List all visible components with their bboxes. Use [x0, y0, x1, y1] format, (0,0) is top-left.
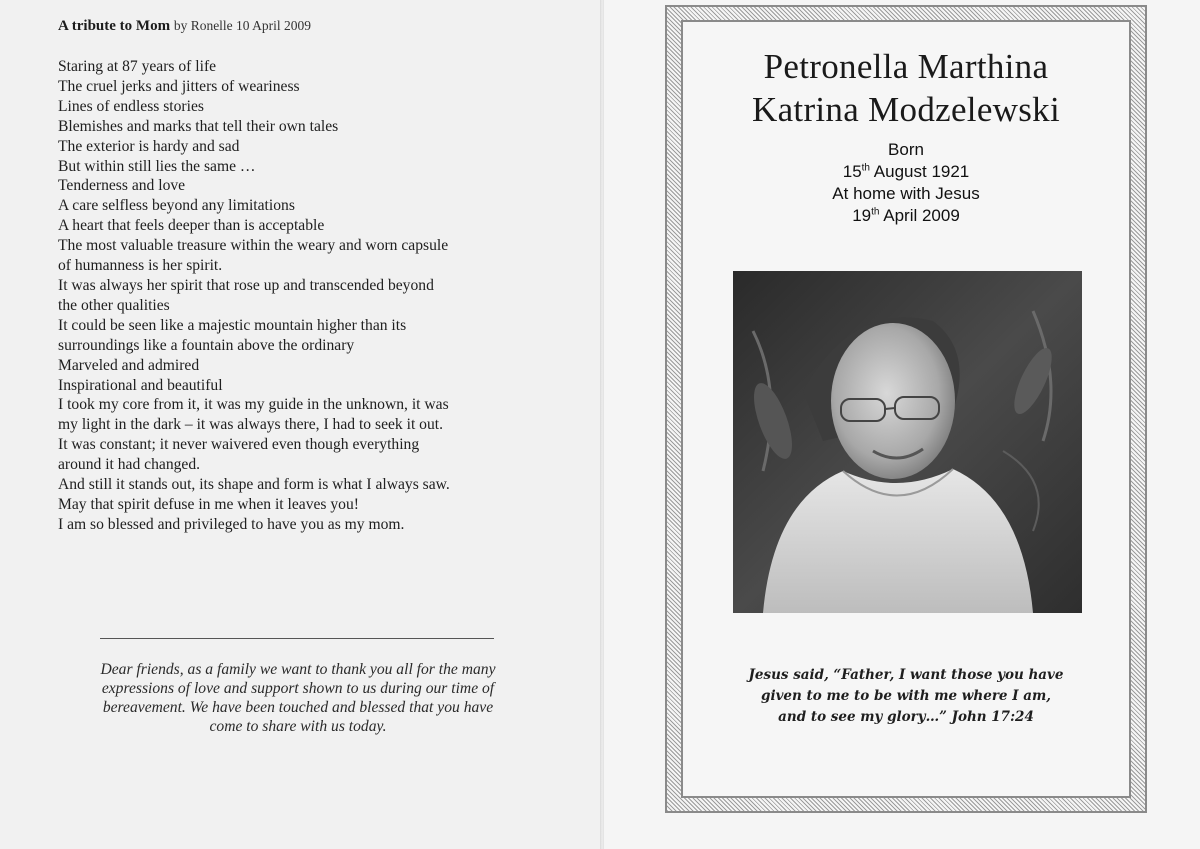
poem-line: Lines of endless stories	[58, 97, 204, 115]
name-line-2: Katrina Modzelewski	[752, 90, 1060, 129]
poem-line: I took my core from it, it was my guide in the unknown, it was	[58, 396, 449, 414]
portrait-photo	[733, 271, 1082, 613]
tribute-heading	[58, 18, 311, 35]
poem-line: my light in the dark – it was always there, I had to seek it out.	[58, 416, 443, 434]
thanks-line: come to share with us today.	[209, 718, 387, 735]
poem-line: It was constant; it never waivered even though everything	[58, 436, 420, 454]
thanks-line: bereavement. We have been touched and blessed that you have	[102, 699, 494, 716]
name-line-1: Petronella Marthina	[763, 47, 1049, 86]
poem-line: And still it stands out, its shape and form is what I always saw.	[58, 476, 450, 494]
death-day: 19	[852, 206, 872, 225]
poem-line: the other qualities	[58, 296, 170, 314]
verse-line: and to see my glory…” John 17:24	[778, 709, 1034, 725]
deceased-name	[690, 45, 1122, 131]
birth-day: 15	[842, 162, 862, 181]
poem-line: Inspirational and beautiful	[58, 376, 223, 394]
poem-line: The most valuable treasure within the weary and worn capsule	[58, 237, 449, 255]
poem-line: It was always her spirit that rose up and transcended beyond	[58, 276, 434, 294]
death-day-suffix: th	[871, 206, 880, 218]
tribute-byline: by Ronelle 10 April 2009	[173, 18, 312, 33]
life-dates	[690, 139, 1122, 227]
verse-line: given to me to be with me where I am,	[761, 688, 1051, 704]
death-month-year: April 2009	[883, 206, 960, 225]
poem-line: The cruel jerks and jitters of weariness	[58, 77, 300, 95]
poem-line: Tenderness and love	[58, 177, 186, 195]
poem-line: I am so blessed and privileged to have you as my mom.	[58, 515, 405, 533]
death-date	[690, 205, 1122, 227]
thanks-line: Dear friends, as a family we want to thank you all for the many	[100, 661, 496, 678]
poem-line: May that spirit defuse in me when it leaves you!	[58, 495, 359, 513]
poem-line: Blemishes and marks that tell their own tales	[58, 117, 339, 135]
poem-line: It could be seen like a majestic mountain higher than its	[58, 316, 407, 334]
birth-month-year: August 1921	[873, 162, 970, 181]
verse-line: Jesus said, “Father, I want those you have	[748, 667, 1064, 683]
poem-line: Staring at 87 years of life	[58, 58, 217, 75]
death-label: At home with Jesus	[832, 184, 980, 203]
poem-line: Marveled and admired	[58, 356, 200, 374]
thanks-line: expressions of love and support shown to us during our time of	[101, 680, 495, 697]
poem-line: A heart that feels deeper than is acceptable	[58, 217, 325, 235]
poem-line: surroundings like a fountain above the ordinary	[58, 336, 355, 354]
born-label: Born	[888, 140, 924, 159]
poem	[58, 57, 528, 535]
scripture-verse	[690, 665, 1122, 728]
birth-day-suffix: th	[861, 162, 870, 174]
tribute-title: A tribute to Mom	[58, 18, 171, 34]
signature-divider	[100, 638, 494, 639]
poem-line: The exterior is hardy and sad	[58, 137, 240, 155]
birth-date	[690, 161, 1122, 183]
poem-line: around it had changed.	[58, 456, 201, 474]
poem-line: of humanness is her spirit.	[58, 257, 223, 275]
poem-line: A care selfless beyond any limitations	[58, 197, 295, 215]
thanks-message	[70, 660, 526, 736]
page-fold	[600, 0, 604, 849]
poem-line: But within still lies the same …	[58, 157, 256, 175]
